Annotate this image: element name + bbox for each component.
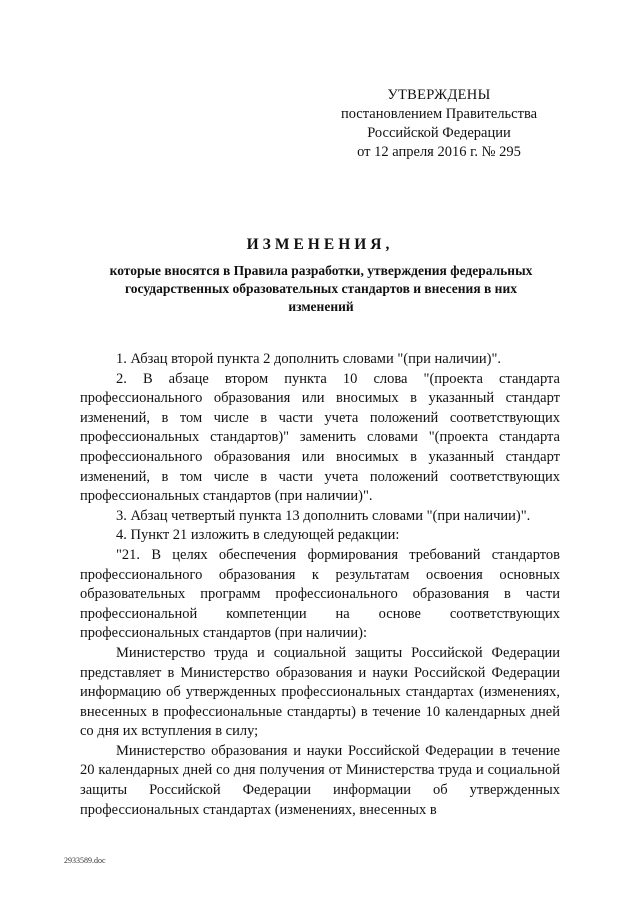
document-body	[80, 350, 560, 820]
approval-line-country: Российской Федерации	[367, 125, 511, 141]
document-heading: ИЗМЕНЕНИЯ,	[246, 236, 394, 253]
approval-line-resolution: постановлением Правительства	[340, 106, 538, 122]
paragraph-2: 2. В абзаце втором пункта 10 слова "(проекта стандарта профессионального образования или вносимых в указанный стандарт изменений, в том числе в части учета положений соответствующих профессиональных стандартов)" заменить словами "(проекта стандарта профессионального образования или вносимых в указанный стандарт изменений, в том числе в части учета положений соответствующих профессиональных стандартов (при наличии)".	[80, 370, 560, 505]
approval-title: УТВЕРЖДЕНЫ	[387, 87, 491, 103]
approval-block	[330, 86, 548, 162]
paragraph-3: 3. Абзац четвертый пункта 13 дополнить словами "(при наличии)".	[116, 507, 531, 524]
paragraph-4: 4. Пункт 21 изложить в следующей редакции:	[116, 527, 400, 544]
paragraph-1: 1. Абзац второй пункта 2 дополнить словами "(при наличии)".	[116, 351, 501, 367]
paragraph-6: Министерство труда и социальной защиты Российской Федерации представляет в Министерство образования и науки Российской Федерации информацию об утвержденных профессиональных стандартах (изменениях, внесенных в профессиональные стандарты) в течение 10 календарных дней со дня их вступления в силу;	[80, 644, 560, 740]
paragraph-5: "21. В целях обеспечения формирования требований стандартов профессионального образования к результатам освоения основных образовательных программ профессионального образования в части профессиональной компетенции на основе соответствующих профессиональных стандартов (при наличии):	[80, 546, 560, 642]
document-subheading: которые вносятся в Правила разработки, утверждения федеральных государственных образовательных стандартов и внесения в них изменений	[109, 263, 533, 314]
paragraph-7: Министерство образования и науки Российской Федерации в течение 20 календарных дней со дня получения от Министерства труда и социальной защиты Российской Федерации информации об утвержденных профессиональных стандартах (изменениях, внесенных в	[80, 742, 560, 818]
footer-filename: 2933589.doc	[64, 856, 106, 865]
approval-line-date-number: от 12 апреля 2016 г. № 295	[357, 144, 521, 160]
